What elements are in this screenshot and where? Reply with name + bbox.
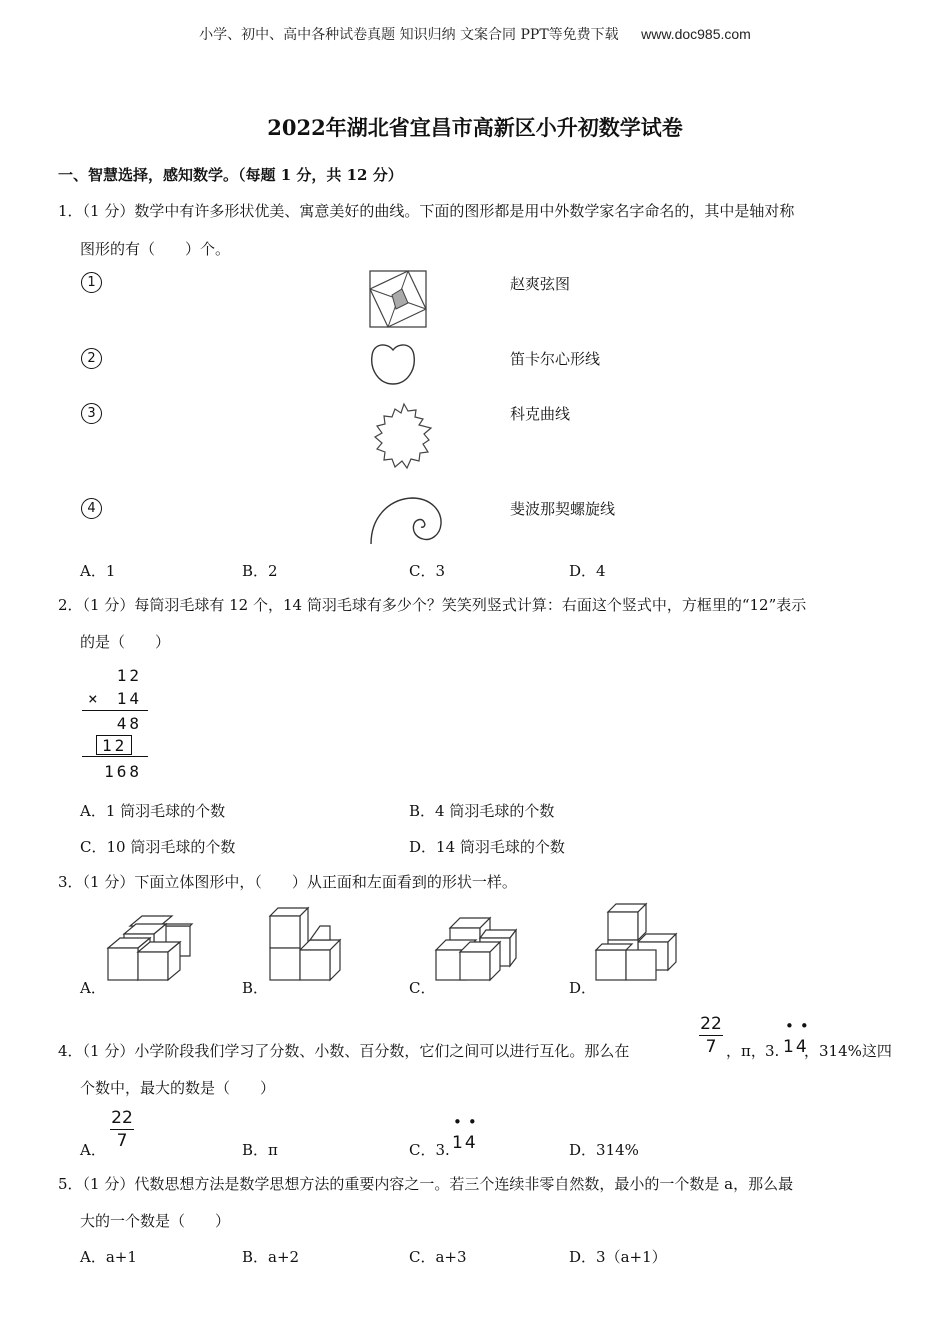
q1-option-b[interactable]: B．2 xyxy=(242,562,278,580)
cardioid-figure xyxy=(369,342,419,387)
cubes-figure-a[interactable] xyxy=(104,912,196,984)
calc-line-1 xyxy=(82,710,148,711)
q4-option-c-repeat: 14 xyxy=(452,1133,478,1153)
q2-option-b[interactable]: B．4 筒羽毛球的个数 xyxy=(409,802,555,820)
q5-option-b[interactable]: B．a+2 xyxy=(242,1248,300,1266)
q5-stem-line1: 5．（1 分）代数思想方法是数学思想方法的重要内容之一。若三个连续非零自然数，最小的一个数是 a，那么最 xyxy=(58,1175,794,1193)
q4-repeat-dots: •• xyxy=(785,1017,815,1035)
page-header xyxy=(0,24,950,44)
q1-item-label-3: 科克曲线 xyxy=(510,405,571,423)
q1-option-d[interactable]: D．4 xyxy=(569,562,606,580)
header-text: 小学、初中、高中各种试卷真题 知识归纳 文案合同 PPT等免费下载 xyxy=(199,27,619,43)
q4-stem-pre: 4．（1 分）小学阶段我们学习了分数、小数、百分数，它们之间可以进行互化。那么在 xyxy=(58,1042,630,1060)
q1-item-num-2: 2 xyxy=(81,347,102,369)
q1-stem-line1: 1．（1 分）数学中有许多形状优美、寓意美好的曲线。下面的图形都是用中外数学家名字命名的，其中是轴对称 xyxy=(58,202,795,220)
q4-fraction-bar xyxy=(699,1035,723,1036)
calc-multiplier: 14 xyxy=(116,689,142,708)
q4-option-c[interactable]: C．3. xyxy=(409,1141,450,1159)
q1-item-num-3: 3 xyxy=(81,402,102,424)
q2-option-a[interactable]: A．1 筒羽毛球的个数 xyxy=(80,802,226,820)
vertical-multiplication xyxy=(80,666,150,784)
q4-fraction xyxy=(699,1015,723,1056)
q4-decimal-int: 3. xyxy=(765,1042,780,1060)
q4-fraction-num: 22 xyxy=(700,1014,722,1034)
q1-item-num-4: 4 xyxy=(81,497,102,519)
calc-result: 168 xyxy=(104,762,142,781)
q2-option-c[interactable]: C．10 筒羽毛球的个数 xyxy=(80,838,236,856)
calc-top: 12 xyxy=(116,666,142,685)
q2-option-d[interactable]: D．14 筒羽毛球的个数 xyxy=(409,838,565,856)
q4-opt-fraction-den: 7 xyxy=(116,1131,128,1151)
q5-option-c[interactable]: C．a+3 xyxy=(409,1248,467,1266)
q4-option-a[interactable]: A． xyxy=(80,1141,106,1159)
q4-option-a-fraction xyxy=(110,1109,134,1150)
q1-item-num-1: 1 xyxy=(81,271,102,293)
calc-partial-1: 48 xyxy=(116,714,142,733)
q5-stem-line2: 大的一个数是（ ） xyxy=(80,1212,231,1230)
q1-item-label-4: 斐波那契螺旋线 xyxy=(510,500,616,518)
calc-partial-2: 12 xyxy=(102,736,128,755)
q2-stem-line2: 的是（ ） xyxy=(80,633,171,651)
q4-stem-line2: 个数中，最大的数是（ ） xyxy=(80,1079,276,1097)
q3-option-c[interactable]: C． xyxy=(409,979,436,997)
q1-item-label-2: 笛卡尔心形线 xyxy=(510,350,601,368)
page-title: 2022年湖北省宜昌市高新区小升初数学试卷 xyxy=(267,115,683,140)
fibonacci-spiral-figure xyxy=(368,494,448,546)
cubes-figure-c[interactable] xyxy=(432,912,522,984)
q4-pi: ，π， xyxy=(726,1042,766,1060)
q4-stem-post: ，314%这四 xyxy=(804,1042,892,1060)
calc-times: × xyxy=(88,689,98,708)
q1-item-label-1: 赵爽弦图 xyxy=(510,275,571,293)
q3-option-d[interactable]: D． xyxy=(569,979,597,997)
q3-option-a[interactable]: A． xyxy=(80,979,106,997)
q3-stem: 3．（1 分）下面立体图形中，（ ）从正面和左面看到的形状一样。 xyxy=(58,873,517,891)
q1-option-a[interactable]: A．1 xyxy=(80,562,116,580)
q2-stem-line1: 2．（1 分）每筒羽毛球有 12 个，14 筒羽毛球有多少个？笑笑列竖式计算：右面这个竖式中，方框里的“12”表示 xyxy=(58,596,807,614)
q3-option-b[interactable]: B． xyxy=(242,979,269,997)
cubes-figure-b[interactable] xyxy=(264,906,346,984)
q1-stem-line2: 图形的有（ ）个。 xyxy=(80,240,231,258)
q4-option-b[interactable]: B．π xyxy=(242,1141,278,1159)
calc-line-2 xyxy=(82,756,148,757)
q4-option-c-dots: •• xyxy=(453,1113,483,1131)
q4-opt-fraction-bar xyxy=(110,1129,134,1130)
q4-option-d[interactable]: D．314% xyxy=(569,1141,639,1159)
q1-option-c[interactable]: C．3 xyxy=(409,562,446,580)
header-site[interactable]: www.doc985.com xyxy=(641,26,751,42)
q4-opt-fraction-num: 22 xyxy=(111,1108,133,1128)
q5-option-a[interactable]: A．a+1 xyxy=(80,1248,137,1266)
q4-fraction-den: 7 xyxy=(705,1037,717,1057)
q5-option-d[interactable]: D．3（a+1） xyxy=(569,1248,667,1266)
koch-snowflake-figure xyxy=(371,400,437,476)
section-heading: 一、智慧选择，感知数学。（每题 1 分，共 12 分） xyxy=(58,166,403,184)
zhaoshuang-figure xyxy=(368,269,428,329)
q4-decimal-repeat: 14 xyxy=(783,1037,809,1057)
cubes-figure-d[interactable] xyxy=(592,900,678,984)
